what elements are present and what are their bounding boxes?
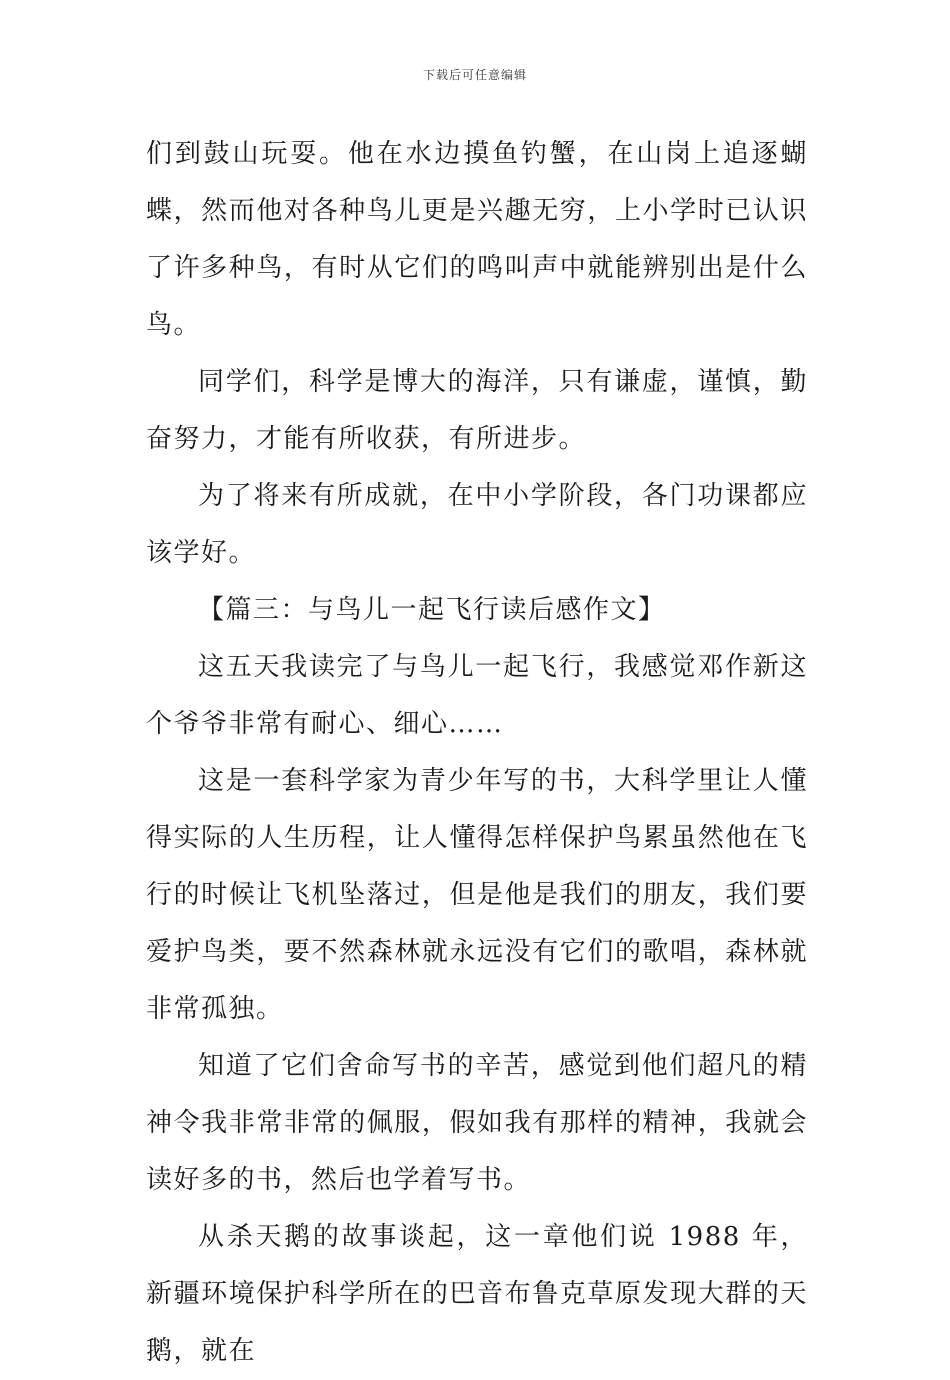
paragraph: 同学们，科学是博大的海洋，只有谦虚，谨慎，勤奋努力，才能有所收获，有所进步。 xyxy=(146,367,808,454)
paragraph: 为了将来有所成就，在中小学阶段，各门功课都应该学好。 xyxy=(146,481,808,568)
paragraph: 从杀天鹅的故事谈起，这一章他们说 1988 年，新疆环境保护科学所在的巴音布鲁克草原发现大群的天鹅，就在 xyxy=(146,1222,808,1366)
document-body xyxy=(146,126,808,1380)
paragraph: 这五天我读完了与鸟儿一起飞行，我感觉邓作新这个爷爷非常有耐心、细心…… xyxy=(146,652,808,739)
page-header: 下载后可任意编辑 xyxy=(422,68,527,82)
paragraph: 这是一套科学家为青少年写的书，大科学里让人懂得实际的人生历程，让人懂得怎样保护鸟累虽然他在飞行的时候让飞机坠落过，但是他是我们的朋友，我们要爱护鸟类，要不然森林就永远没有它们的歌唱，森林就非常孤独。 xyxy=(146,766,808,1024)
paragraph-continuation: 们到鼓山玩耍。他在水边摸鱼钓蟹，在山岗上追逐蝴蝶，然而他对各种鸟儿更是兴趣无穷，上小学时已认识了许多种鸟，有时从它们的鸣叫声中就能辨别出是什么鸟。 xyxy=(146,139,808,340)
section-heading: 【篇三：与鸟儿一起飞行读后感作文】 xyxy=(198,595,666,625)
paragraph: 知道了它们舍命写书的辛苦，感觉到他们超凡的精神令我非常非常的佩服，假如我有那样的精神，我就会读好多的书，然后也学着写书。 xyxy=(146,1051,808,1195)
